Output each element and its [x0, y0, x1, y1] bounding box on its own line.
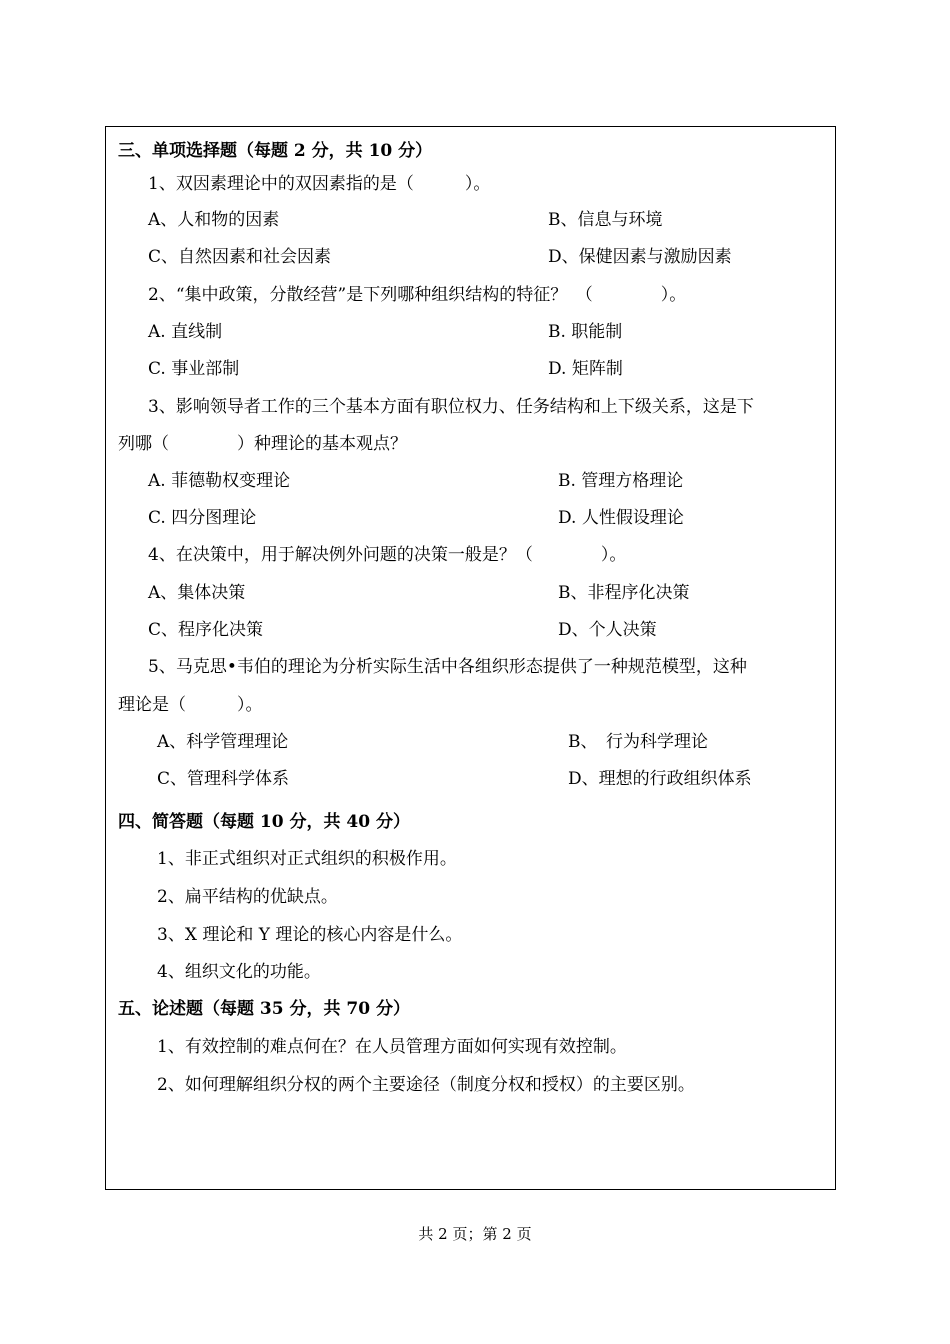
q2-option-b: B. 职能制	[548, 322, 623, 342]
s5-item-1: 1、有效控制的难点何在？在人员管理方面如何实现有效控制。	[157, 1037, 627, 1057]
q3-option-c: C. 四分图理论	[148, 508, 257, 528]
q4-option-b: B、非程序化决策	[558, 583, 690, 603]
q4-option-a: A、集体决策	[148, 583, 246, 603]
q2-stem: 2、“集中政策，分散经营”是下列哪种组织结构的特征？ （ ）。	[148, 285, 687, 305]
q1-option-c: C、自然因素和社会因素	[148, 247, 332, 267]
q3-option-b: B. 管理方格理论	[558, 471, 684, 491]
page-footer: 共 2 页；第 2 页	[418, 1225, 532, 1243]
q4-option-d: D、个人决策	[558, 620, 657, 640]
section3-heading: 三、单项选择题（每题 2 分，共 10 分）	[118, 141, 433, 161]
q1-option-a: A、人和物的因素	[148, 210, 280, 230]
s5-item-2: 2、如何理解组织分权的两个主要途径（制度分权和授权）的主要区别。	[157, 1075, 695, 1095]
q5-option-b: B、 行为科学理论	[568, 732, 708, 752]
q3-stem-line1: 3、影响领导者工作的三个基本方面有职位权力、任务结构和上下级关系，这是下	[148, 397, 754, 417]
q5-option-d: D、理想的行政组织体系	[568, 769, 752, 789]
q5-option-c: C、管理科学体系	[157, 769, 290, 789]
s4-item-2: 2、扁平结构的优缺点。	[157, 887, 338, 907]
s4-item-3: 3、X 理论和 Y 理论的核心内容是什么。	[157, 925, 463, 945]
q4-stem: 4、在决策中，用于解决例外问题的决策一般是？（ ）。	[148, 545, 627, 565]
section5-heading: 五、论述题（每题 35 分，共 70 分）	[118, 999, 410, 1019]
s4-item-4: 4、组织文化的功能。	[157, 962, 321, 982]
section4-heading: 四、简答题（每题 10 分，共 40 分）	[118, 812, 410, 832]
q1-option-b: B、信息与环境	[548, 210, 663, 230]
s4-item-1: 1、非正式组织对正式组织的积极作用。	[157, 849, 457, 869]
q5-stem-line2: 理论是（ ）。	[118, 695, 263, 715]
q5-option-a: A、科学管理理论	[157, 732, 289, 752]
q2-option-c: C. 事业部制	[148, 359, 240, 379]
q3-option-d: D. 人性假设理论	[558, 508, 684, 528]
q4-option-c: C、程序化决策	[148, 620, 264, 640]
q3-stem-line2: 列哪（ ）种理论的基本观点？	[118, 434, 407, 454]
q2-option-d: D. 矩阵制	[548, 359, 623, 379]
q1-stem: 1、双因素理论中的双因素指的是（ ）。	[148, 174, 491, 194]
q1-option-d: D、保健因素与激励因素	[548, 247, 732, 267]
q5-stem-line1: 5、马克思•韦伯的理论为分析实际生活中各组织形态提供了一种规范模型，这种	[148, 657, 747, 677]
q3-option-a: A. 菲德勒权变理论	[148, 471, 291, 491]
q2-option-a: A. 直线制	[148, 322, 223, 342]
